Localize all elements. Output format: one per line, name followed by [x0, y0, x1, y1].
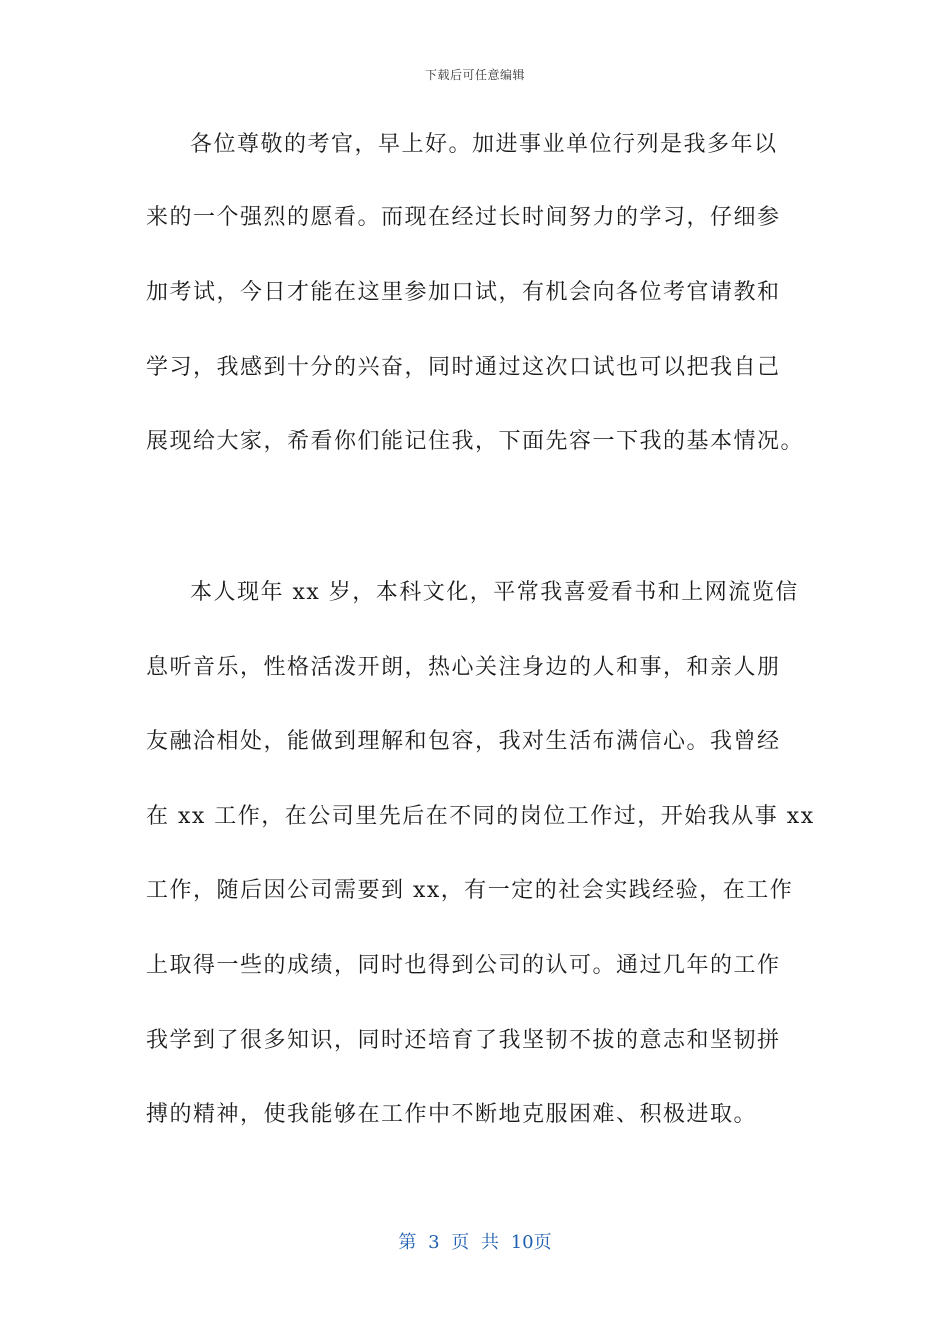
text-line: 展现给大家，希看你们能记住我，下面先容一下我的基本情况。	[146, 429, 805, 454]
text-line: 各位尊敬的考官，早上好。加进事业单位行列是我多年以	[190, 132, 778, 157]
text-line: 我学到了很多知识，同时还培育了我坚韧不拔的意志和坚韧拼	[146, 1028, 781, 1053]
text-line: 上取得一些的成绩，同时也得到公司的认可。通过几年的工作	[146, 953, 781, 978]
page-header: 下载后可任意编辑	[424, 68, 525, 82]
text-line: 加考试，今日才能在这里参加口试，有机会向各位考官请教和	[146, 280, 781, 305]
text-line: 友融洽相处，能做到理解和包容，我对生活布满信心。我曾经	[146, 729, 781, 754]
text-line: 本人现年 xx 岁，本科文化，平常我喜爱看书和上网流览信	[190, 580, 799, 605]
text-line: 学习，我感到十分的兴奋，同时通过这次口试也可以把我自己	[146, 355, 781, 380]
text-line: 工作，随后因公司需要到 xx，有一定的社会实践经验，在工作	[146, 878, 794, 903]
page-number-footer: 第 3 页 共 10页	[398, 1232, 552, 1253]
text-line: 搏的精神，使我能够在工作中不断地克服困难、积极进取。	[146, 1102, 758, 1127]
text-line: 来的一个强烈的愿看。而现在经过长时间努力的学习，仔细参	[146, 205, 781, 230]
text-line: 在 xx 工作，在公司里先后在不同的岗位工作过，开始我从事 xx	[146, 804, 815, 829]
text-line: 息听音乐，性格活泼开朗，热心关注身边的人和事，和亲人朋	[146, 655, 781, 680]
